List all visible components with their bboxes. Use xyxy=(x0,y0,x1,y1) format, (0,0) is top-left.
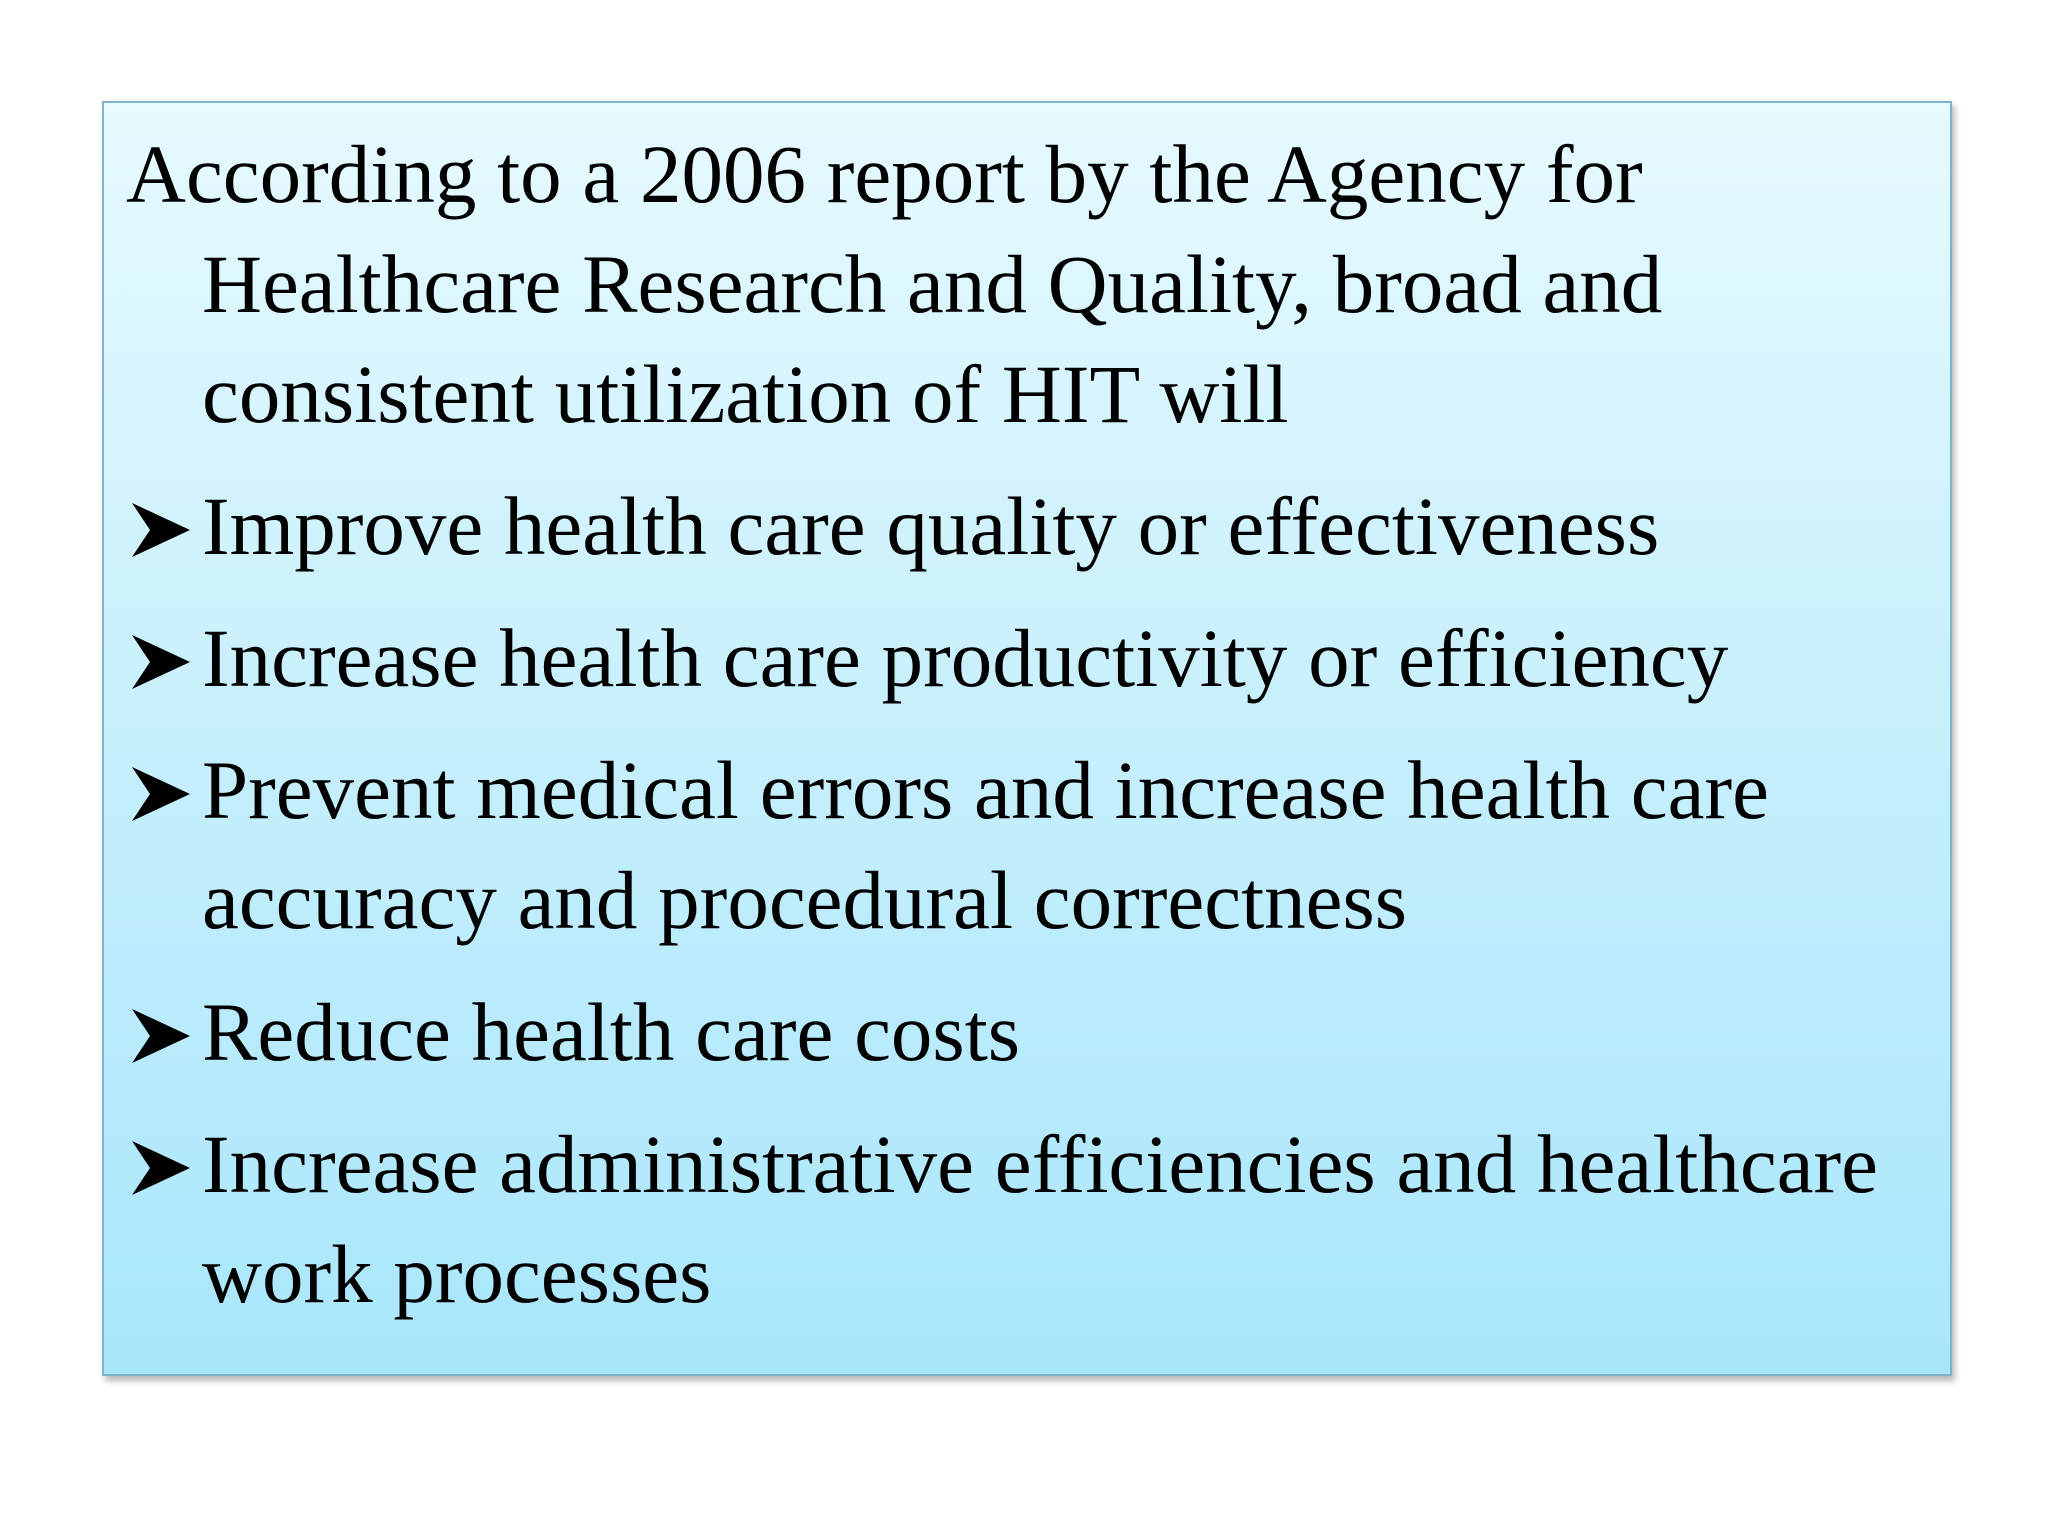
arrowhead-bullet-icon xyxy=(128,471,198,581)
arrowhead-bullet-icon xyxy=(128,735,198,845)
bullet-list xyxy=(126,471,1936,1329)
arrowhead-bullet-icon xyxy=(128,603,198,713)
bullet-text: Increase administrative efficiencies and healthcare work processes xyxy=(202,1118,1879,1320)
bullet-text: Improve health care quality or effectiveness xyxy=(202,480,1660,572)
list-item xyxy=(126,603,1936,713)
text-box xyxy=(102,101,1952,1376)
bullet-text: Prevent medical errors and increase health care accuracy and procedural correctness xyxy=(202,744,1769,946)
list-item xyxy=(126,977,1936,1087)
list-item xyxy=(126,735,1936,955)
arrowhead-bullet-icon xyxy=(128,1109,198,1219)
list-item xyxy=(126,1109,1936,1329)
bullet-text: Increase health care productivity or efficiency xyxy=(202,612,1729,704)
arrowhead-bullet-icon xyxy=(128,977,198,1087)
list-item xyxy=(126,471,1936,581)
bullet-text: Reduce health care costs xyxy=(202,986,1021,1078)
text-content xyxy=(126,119,1936,1329)
intro-paragraph: According to a 2006 report by the Agency for Healthcare Research and Quality, broad and consistent utilization of HIT will xyxy=(126,128,1663,440)
